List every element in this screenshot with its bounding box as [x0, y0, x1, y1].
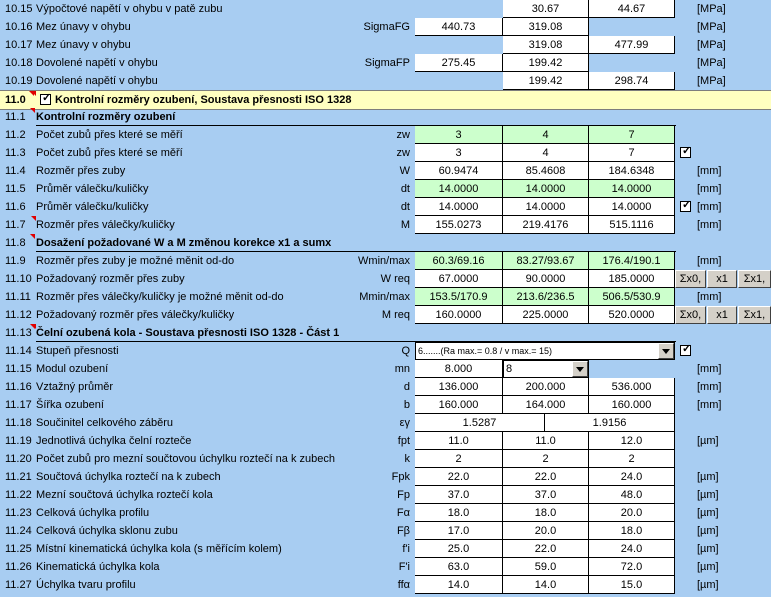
table-row: [0, 108, 771, 126]
value-cell[interactable]: 4: [503, 126, 589, 144]
row-label: Počet zubů přes které se měří: [36, 129, 183, 141]
value-cell[interactable]: 199.42: [503, 54, 589, 72]
row-number: 10.19: [5, 75, 33, 87]
unit-label: [µm]: [697, 561, 719, 573]
contact-ratio-value[interactable]: 1.5287: [415, 414, 545, 432]
row-symbol: εγ: [399, 417, 410, 429]
value-cell[interactable]: 2: [589, 450, 675, 468]
module-select[interactable]: [503, 360, 589, 378]
row-symbol: F'i: [398, 561, 410, 573]
value-cell[interactable]: 67.0000: [415, 270, 503, 288]
precision-grade-value: 6.......(Ra max.= 0.8 / v max.= 15): [418, 346, 553, 356]
unit-label: [µm]: [697, 579, 719, 591]
row-number: 11.17: [5, 399, 32, 411]
row-label: Dovolené napětí v ohybu: [36, 57, 158, 69]
calc-button[interactable]: x1: [707, 270, 737, 288]
row-symbol: dt: [400, 201, 410, 213]
value-cell[interactable]: 136.000: [415, 378, 503, 396]
row-label: Rozměr přes zuby je možné měnit od-do: [36, 255, 235, 267]
subsection-title: Kontrolní rozměry ozubení: [36, 108, 676, 126]
checkmark-icon: ✓: [42, 92, 52, 104]
value-cell[interactable]: 14.0: [415, 576, 503, 594]
value-cell[interactable]: 14.0000: [589, 198, 675, 216]
row-number: 11.8: [5, 237, 26, 249]
row-symbol: [330, 36, 410, 54]
value-cell[interactable]: 59.0: [503, 558, 589, 576]
calc-button[interactable]: x1: [707, 306, 737, 324]
row-number: 11.5: [5, 183, 26, 195]
unit-label: [µm]: [697, 471, 719, 483]
unit-label: [mm]: [697, 219, 722, 231]
row-number: 11.14: [5, 345, 32, 357]
row-number: 11.10: [5, 273, 32, 285]
table-row: [0, 414, 771, 432]
value-cell[interactable]: 185.0000: [589, 270, 675, 288]
unit-label: [MPa]: [697, 39, 726, 51]
table-row: [0, 198, 771, 216]
row-number: 11.23: [5, 507, 32, 519]
value-cell[interactable]: 11.0: [503, 432, 589, 450]
row-number: 11.19: [5, 435, 32, 447]
unit-label: [MPa]: [697, 57, 726, 69]
row-label: Stupeň přesnosti: [36, 345, 119, 357]
value-cell[interactable]: 22.0: [503, 540, 589, 558]
value-cell[interactable]: 18.0: [589, 522, 675, 540]
table-row: [0, 270, 771, 288]
unit-label: [mm]: [697, 201, 722, 213]
value-cell[interactable]: 44.67: [589, 0, 675, 18]
row-label: Dovolené napětí v ohybu: [36, 75, 158, 87]
row-symbol: f'i: [402, 543, 410, 555]
table-row: [0, 234, 771, 252]
value-cell[interactable]: 14.0000: [415, 180, 503, 198]
row-symbol: Wmin/max: [358, 255, 410, 267]
row-symbol: M: [400, 219, 410, 231]
unit-label: [MPa]: [697, 75, 726, 87]
row-number: 11.15: [5, 363, 32, 375]
table-row: [0, 180, 771, 198]
row-number: 11.9: [5, 255, 26, 267]
value-cell[interactable]: 7: [589, 144, 675, 162]
value-cell[interactable]: 7: [589, 126, 675, 144]
value-cell[interactable]: 219.4176: [503, 216, 589, 234]
unit-label: [mm]: [697, 363, 722, 375]
row-symbol: Mmin/max: [359, 291, 410, 303]
value-cell[interactable]: 2: [415, 450, 503, 468]
unit-label: [µm]: [697, 507, 719, 519]
row-number: 11.1: [5, 111, 26, 123]
table-row: [0, 36, 771, 54]
row-symbol: mn: [394, 363, 410, 375]
table-row: [0, 504, 771, 522]
comment-marker-icon: [30, 108, 35, 113]
table-row: [0, 432, 771, 450]
row-label: Průměr válečku/kuličky: [36, 183, 149, 195]
value-cell[interactable]: 30.67: [503, 0, 589, 18]
row-label: Počet zubů pro mezní součtovou úchylku roztečí na k zubech: [36, 453, 335, 465]
checkmark-icon: ✓: [682, 145, 692, 157]
value-cell[interactable]: 298.74: [589, 72, 675, 90]
table-row: [0, 486, 771, 504]
value-cell[interactable]: 155.0273: [415, 216, 503, 234]
value-cell[interactable]: 225.0000: [503, 306, 589, 324]
unit-label: [mm]: [697, 165, 722, 177]
value-cell[interactable]: 520.0000: [589, 306, 675, 324]
value-cell[interactable]: 48.0: [589, 486, 675, 504]
row-number: 11.6: [5, 201, 26, 213]
row-label: Kinematická úchylka kola: [36, 561, 160, 573]
row-symbol: ffα: [397, 579, 410, 591]
row-label: Součtová úchylka roztečí na k zubech: [36, 471, 221, 483]
table-row: [0, 0, 771, 18]
row-symbol: Q: [401, 345, 410, 357]
table-row: [0, 324, 771, 342]
row-checkbox[interactable]: [680, 201, 691, 212]
subsection-title: Čelní ozubená kola - Soustava přesnosti ISO 1328 - Část 1: [36, 324, 676, 342]
contact-ratio-value[interactable]: 1.9156: [545, 414, 675, 432]
table-row: [0, 558, 771, 576]
value-cell[interactable]: 213.6/236.5: [503, 288, 589, 306]
row-symbol: d: [403, 381, 410, 393]
value-cell[interactable]: 24.0: [589, 540, 675, 558]
row-number: 11.21: [5, 471, 32, 483]
unit-label: [mm]: [697, 255, 722, 267]
table-row: [0, 162, 771, 180]
row-symbol: SigmaFG: [363, 21, 410, 33]
value-cell[interactable]: 2: [503, 450, 589, 468]
row-number: 11.2: [5, 129, 26, 141]
precision-checkbox[interactable]: [680, 345, 691, 356]
value-cell[interactable]: 12.0: [589, 432, 675, 450]
value-cell[interactable]: 37.0: [415, 486, 503, 504]
table-row: [0, 396, 771, 414]
value-cell[interactable]: 90.0000: [503, 270, 589, 288]
comment-marker-icon: [31, 91, 36, 96]
section-checkbox[interactable]: [40, 94, 51, 105]
unit-label: [mm]: [697, 291, 722, 303]
row-number: 11.3: [5, 147, 26, 159]
table-row: [0, 216, 771, 234]
value-cell[interactable]: 18.0: [415, 504, 503, 522]
row-symbol: dt: [400, 183, 410, 195]
row-number: 11.24: [5, 525, 32, 537]
value-cell[interactable]: 22.0: [415, 468, 503, 486]
value-cell[interactable]: 18.0: [503, 504, 589, 522]
value-cell[interactable]: 319.08: [503, 36, 589, 54]
value-cell[interactable]: 60.9474: [415, 162, 503, 180]
calc-button[interactable]: Σx1,: [738, 270, 771, 288]
value-cell[interactable]: 160.0000: [415, 306, 503, 324]
row-symbol: SigmaFP: [364, 57, 410, 69]
row-number: 11.4: [5, 165, 26, 177]
comment-marker-icon: [31, 324, 36, 329]
value-cell[interactable]: 160.000: [415, 396, 503, 414]
chevron-down-icon[interactable]: [658, 343, 674, 359]
section-number: 11.0: [5, 94, 26, 106]
value-cell[interactable]: 477.99: [589, 36, 675, 54]
value-cell[interactable]: 3: [415, 126, 503, 144]
row-checkbox[interactable]: [680, 147, 691, 158]
table-row: [0, 126, 771, 144]
comment-marker-icon: [31, 216, 36, 221]
row-symbol: W: [399, 165, 410, 177]
row-number: 10.15: [5, 3, 33, 15]
calc-button[interactable]: Σx0,: [675, 306, 706, 324]
value-cell[interactable]: 22.0: [503, 468, 589, 486]
unit-label: [µm]: [697, 525, 719, 537]
row-label: Jednotlivá úchylka čelní rozteče: [36, 435, 192, 447]
table-row: [0, 576, 771, 594]
row-symbol: fpt: [397, 435, 410, 447]
value-cell[interactable]: 72.0: [589, 558, 675, 576]
calc-button[interactable]: Σx1,: [738, 306, 771, 324]
row-number: 11.22: [5, 489, 32, 501]
value-cell[interactable]: 14.0000: [503, 180, 589, 198]
row-symbol: k: [404, 453, 410, 465]
row-symbol: Fpk: [391, 471, 410, 483]
value-cell[interactable]: 25.0: [415, 540, 503, 558]
row-label: Požadovaný rozměr přes zuby: [36, 273, 185, 285]
row-label: Šířka ozubení: [36, 399, 104, 411]
value-cell[interactable]: 14.0: [503, 576, 589, 594]
row-label: Modul ozubení: [36, 363, 109, 375]
value-cell[interactable]: 440.73: [415, 18, 503, 36]
comment-marker-icon: [30, 234, 35, 239]
row-symbol: b: [403, 399, 410, 411]
value-cell[interactable]: 200.000: [503, 378, 589, 396]
value-cell[interactable]: 60.3/69.16: [415, 252, 503, 270]
value-cell[interactable]: 63.0: [415, 558, 503, 576]
value-cell[interactable]: 515.1116: [589, 216, 675, 234]
calc-button[interactable]: Σx0,: [675, 270, 706, 288]
row-number: 11.16: [5, 381, 32, 393]
unit-label: [mm]: [697, 399, 722, 411]
row-number: 11.13: [5, 327, 32, 339]
row-label: Mezní součtová úchylka roztečí kola: [36, 489, 213, 501]
row-number: 11.12: [5, 309, 32, 321]
table-row: [0, 378, 771, 396]
value-cell[interactable]: 164.000: [503, 396, 589, 414]
value-cell[interactable]: 14.0000: [415, 198, 503, 216]
row-label: Výpočtové napětí v ohybu v patě zubu: [36, 3, 223, 15]
module-select-value: 8: [506, 363, 513, 375]
row-label: Požadovaný rozměr přes válečky/kuličky: [36, 309, 235, 321]
section-title: Kontrolní rozměry ozubení, Soustava přesnosti ISO 1328: [55, 94, 352, 106]
row-symbol: zw: [396, 147, 410, 159]
value-cell[interactable]: 4: [503, 144, 589, 162]
table-row: [0, 522, 771, 540]
table-row: [0, 18, 771, 36]
table-row: [0, 540, 771, 558]
row-symbol: W req: [380, 273, 410, 285]
value-cell[interactable]: 319.08: [503, 18, 589, 36]
module-value[interactable]: 8.000: [415, 360, 503, 378]
row-label: Celková úchylka sklonu zubu: [36, 525, 178, 537]
table-row: [0, 342, 771, 360]
row-label: Mez únavy v ohybu: [36, 39, 131, 51]
value-cell[interactable]: 184.6348: [589, 162, 675, 180]
row-number: 10.16: [5, 21, 33, 33]
row-number: 11.20: [5, 453, 32, 465]
table-row: [0, 144, 771, 162]
table-row: [0, 306, 771, 324]
value-cell[interactable]: 199.42: [503, 72, 589, 90]
value-cell[interactable]: 3: [415, 144, 503, 162]
unit-label: [µm]: [697, 489, 719, 501]
table-row: [0, 450, 771, 468]
value-cell[interactable]: 15.0: [589, 576, 675, 594]
value-cell[interactable]: 11.0: [415, 432, 503, 450]
row-symbol: [330, 0, 410, 18]
value-cell[interactable]: 83.27/93.67: [503, 252, 589, 270]
checkmark-icon: ✓: [682, 343, 692, 355]
row-number: 11.26: [5, 561, 32, 573]
row-label: Vztažný průměr: [36, 381, 114, 393]
table-row: [0, 468, 771, 486]
table-row: [0, 252, 771, 270]
row-number: 11.27: [5, 579, 32, 591]
row-symbol: Fα: [396, 507, 410, 519]
row-label: Rozměr přes válečky/kuličky je možné měnit od-do: [36, 291, 284, 303]
value-cell[interactable]: 153.5/170.9: [415, 288, 503, 306]
table-row: [0, 54, 771, 72]
row-label: Celková úchylka profilu: [36, 507, 150, 519]
row-label: Součinitel celkového záběru: [36, 417, 173, 429]
value-cell[interactable]: 14.0000: [503, 198, 589, 216]
value-cell[interactable]: 17.0: [415, 522, 503, 540]
row-symbol: zw: [396, 129, 410, 141]
unit-label: [µm]: [697, 435, 719, 447]
row-label: Průměr válečku/kuličky: [36, 201, 149, 213]
table-row: [0, 360, 771, 378]
row-symbol: [330, 72, 410, 90]
row-symbol: Fβ: [396, 525, 410, 537]
unit-label: [µm]: [697, 543, 719, 555]
unit-label: [MPa]: [697, 3, 726, 15]
row-label: Rozměr přes válečky/kuličky: [36, 219, 175, 231]
row-number: 10.18: [5, 57, 33, 69]
value-cell[interactable]: 176.4/190.1: [589, 252, 675, 270]
value-cell[interactable]: 20.0: [503, 522, 589, 540]
row-label: Mez únavy v ohybu: [36, 21, 131, 33]
unit-label: [mm]: [697, 183, 722, 195]
row-label: Rozměr přes zuby: [36, 165, 126, 177]
checkmark-icon: ✓: [682, 199, 692, 211]
value-cell[interactable]: 85.4608: [503, 162, 589, 180]
value-cell[interactable]: 14.0000: [589, 180, 675, 198]
value-cell[interactable]: 506.5/530.9: [589, 288, 675, 306]
row-label: Úchylka tvaru profilu: [36, 579, 136, 591]
unit-label: [MPa]: [697, 21, 726, 33]
table-row: [0, 90, 771, 110]
row-symbol: M req: [381, 309, 410, 321]
precision-grade-select[interactable]: [415, 342, 675, 360]
table-row: [0, 72, 771, 90]
value-cell[interactable]: 160.000: [589, 396, 675, 414]
subsection-title: Dosažení požadované W a M změnou korekce x1 a sumx: [36, 234, 676, 252]
row-label: Počet zubů přes které se měří: [36, 147, 183, 159]
row-number: 11.18: [5, 417, 32, 429]
value-cell[interactable]: 20.0: [589, 504, 675, 522]
row-number: 11.25: [5, 543, 32, 555]
value-cell[interactable]: 536.000: [589, 378, 675, 396]
chevron-down-icon[interactable]: [572, 361, 588, 377]
row-number: 11.7: [5, 219, 26, 231]
value-cell[interactable]: 37.0: [503, 486, 589, 504]
table-row: [0, 288, 771, 306]
row-number: 10.17: [5, 39, 33, 51]
row-label: Místní kinematická úchylka kola (s měřícím kolem): [36, 543, 282, 555]
unit-label: [mm]: [697, 381, 722, 393]
value-cell[interactable]: 24.0: [589, 468, 675, 486]
row-symbol: Fp: [397, 489, 410, 501]
value-cell[interactable]: 275.45: [415, 54, 503, 72]
row-number: 11.11: [5, 291, 31, 303]
